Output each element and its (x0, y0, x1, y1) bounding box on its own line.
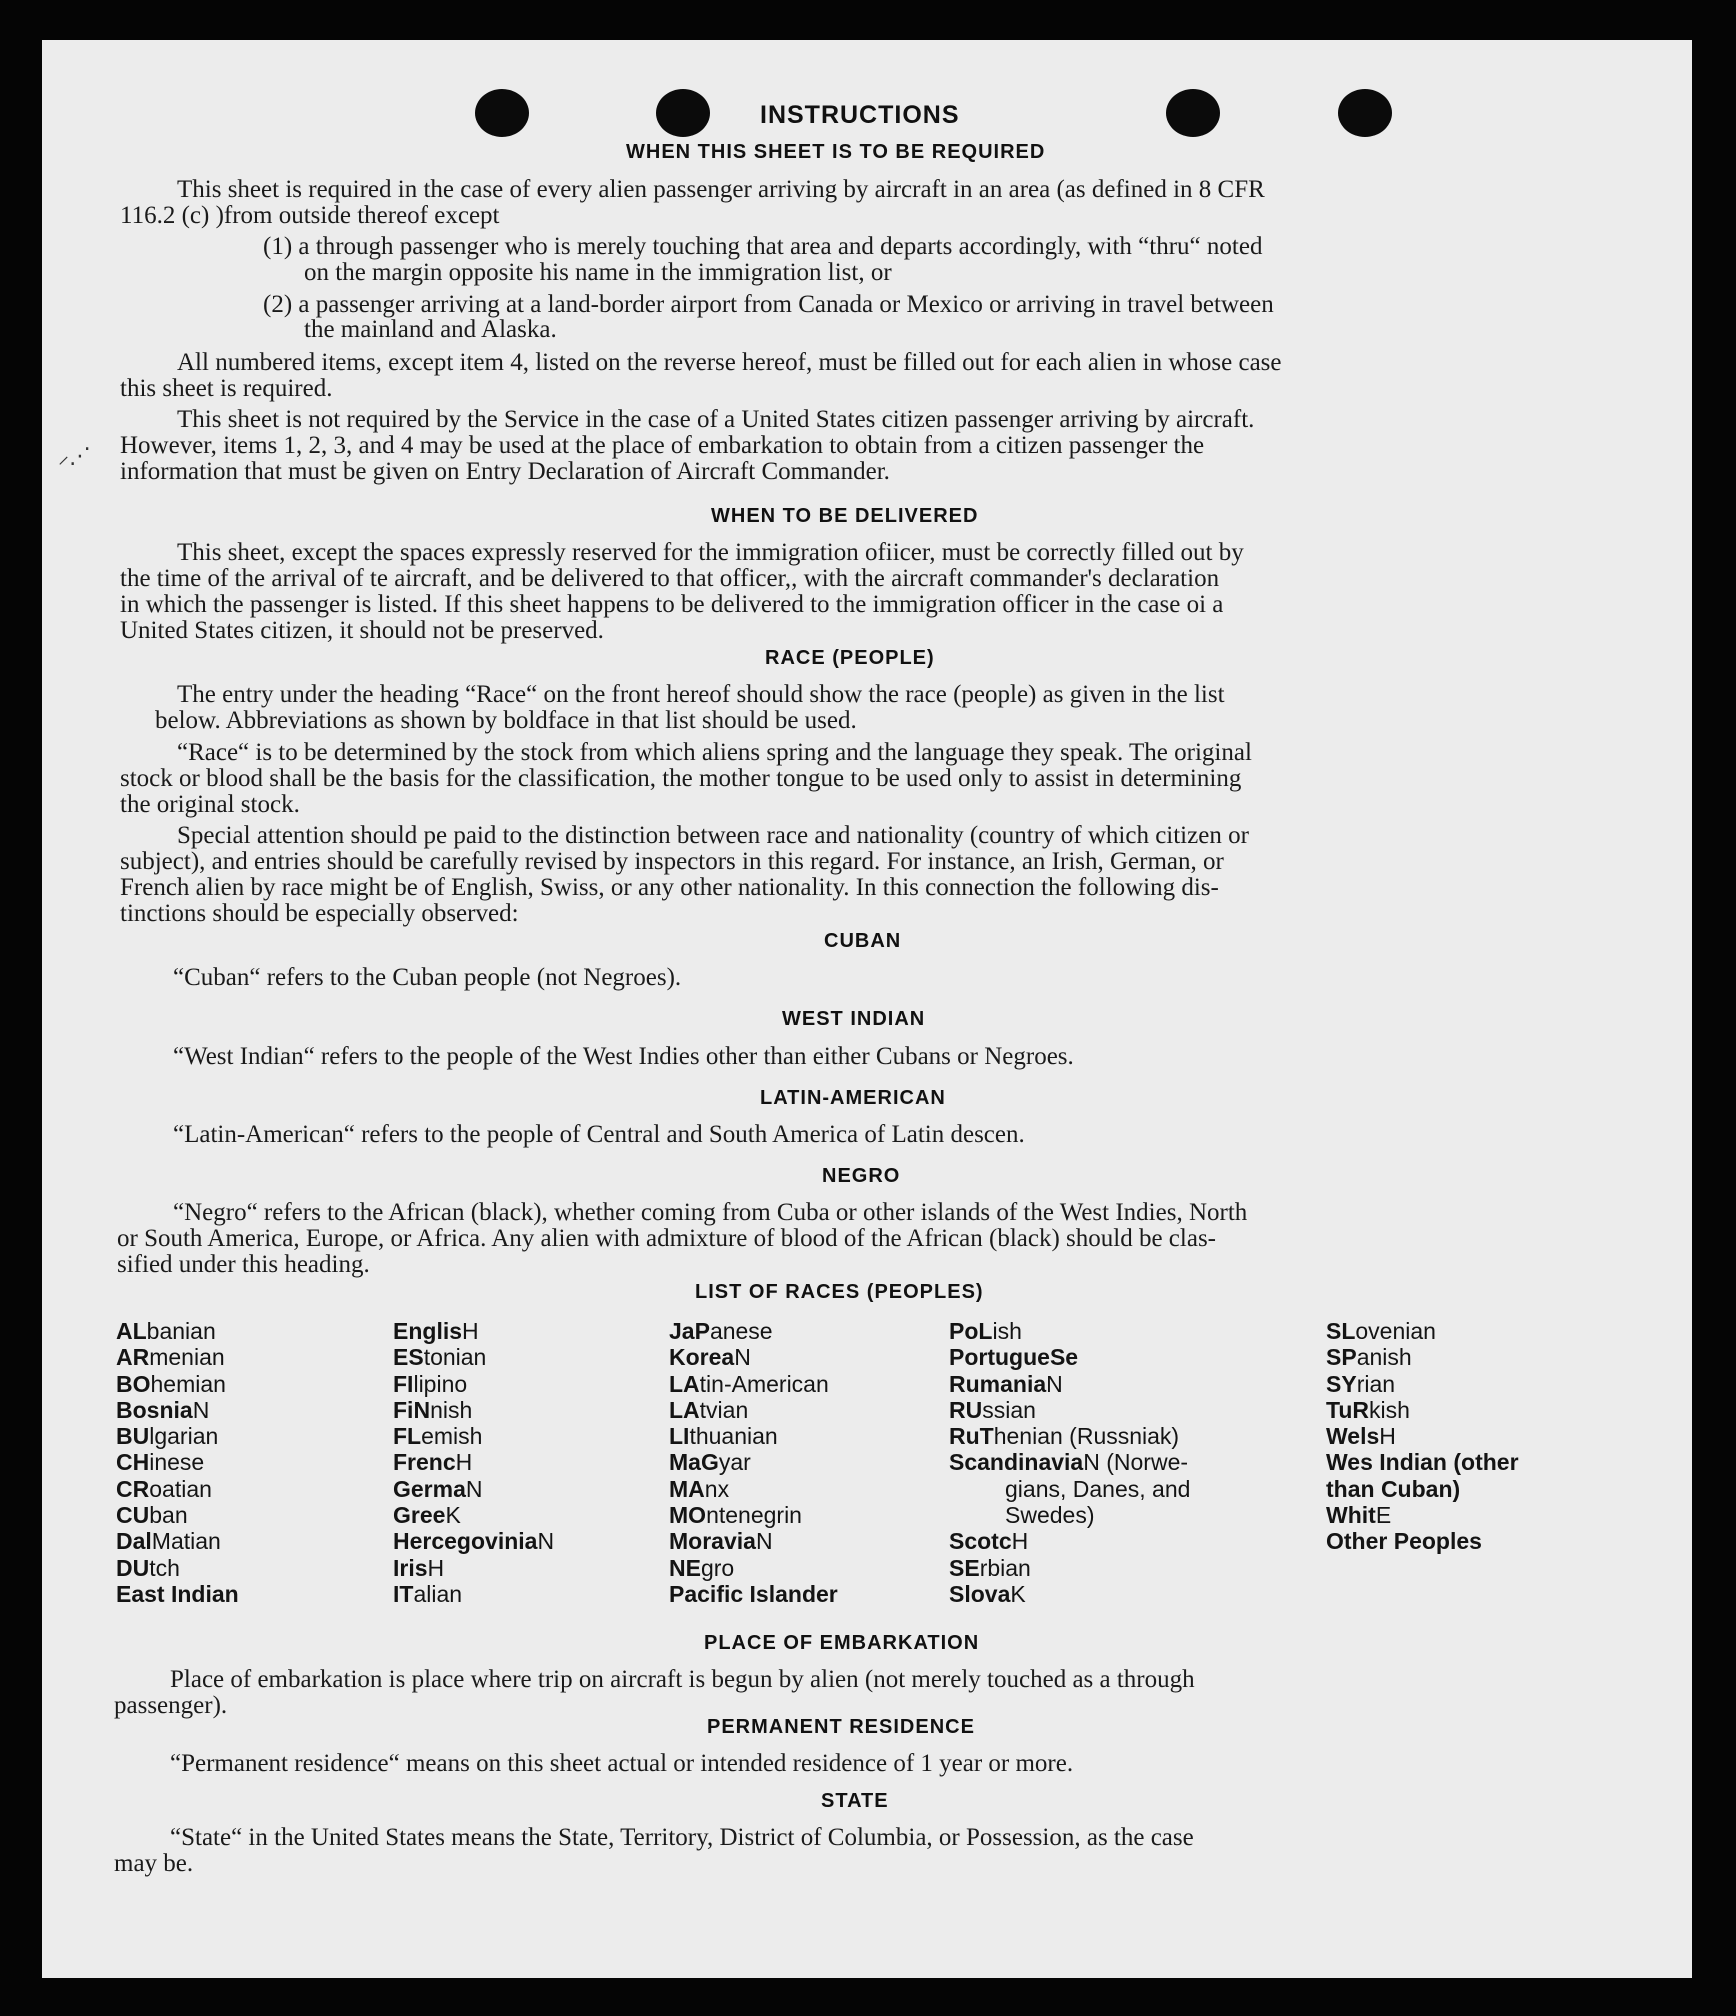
heading-state: STATE (821, 1790, 889, 1812)
race-item: FIlipino (393, 1370, 468, 1397)
paragraph-line: “West Indian“ refers to the people of the West Indies other than either Cubans or Negroes. (173, 1043, 1074, 1070)
heading-latin-american: LATIN-AMERICAN (760, 1087, 946, 1109)
race-item: gians, Danes, and (1005, 1475, 1191, 1502)
race-column (393, 1318, 554, 1607)
race-item: EnglisH (393, 1318, 479, 1344)
race-item: HercegoviniaN (393, 1528, 555, 1555)
race-item: RumaniaN (949, 1370, 1063, 1397)
page-title: INSTRUCTIONS (760, 101, 960, 129)
heading-when-required: WHEN THIS SHEET IS TO BE REQUIRED (626, 141, 1046, 163)
paragraph-line: on the margin opposite his name in the immigration list, or (304, 259, 892, 286)
race-item: KoreaN (669, 1344, 751, 1371)
race-item: MAnx (669, 1475, 730, 1502)
paragraph-line: This sheet is required in the case of every alien passenger arriving by aircraft in an area (as defined in 8 CFR (177, 176, 1265, 203)
race-item: RUssian (949, 1396, 1036, 1423)
race-item: CUban (116, 1502, 188, 1529)
race-item: JaPanese (669, 1318, 773, 1344)
race-item: SPanish (1326, 1344, 1412, 1371)
heading-list-of-races: LIST OF RACES (PEOPLES) (695, 1281, 984, 1303)
race-item: PoLish (949, 1318, 1022, 1344)
race-item: ARmenian (116, 1344, 225, 1371)
race-item: DUtch (116, 1554, 180, 1581)
race-item: NEgro (669, 1554, 735, 1581)
paragraph-line: below. Abbreviations as shown by boldface in that list should be used. (155, 707, 857, 734)
race-item: SErbian (949, 1554, 1031, 1581)
race-item: GreeK (393, 1502, 461, 1529)
race-item: Wes Indian (other (1326, 1449, 1519, 1476)
paragraph-line: sified under this heading. (117, 1251, 370, 1278)
paragraph-line: “Race“ is to be determined by the stock from which aliens spring and the language they speak. The original (177, 739, 1252, 766)
paragraph-line: United States citizen, it should not be preserved. (120, 617, 604, 644)
paragraph-line: The entry under the heading “Race“ on the front hereof should show the race (people) as given in the list (177, 681, 1225, 708)
paragraph-line: Special attention should pe paid to the distinction between race and nationality (country of which citizen or (177, 822, 1249, 849)
race-item: FiNnish (393, 1396, 473, 1423)
race-item: BosniaN (116, 1396, 210, 1423)
heading-permanent-residence: PERMANENT RESIDENCE (707, 1716, 975, 1738)
race-item: MaGyar (669, 1449, 751, 1476)
race-item: FrencH (393, 1449, 473, 1476)
paragraph-line: stock or blood shall be the basis for the classification, the mother tongue to be used only to assist in determining (120, 765, 1242, 792)
paragraph-line: (2) a passenger arriving at a land-border airport from Canada or Mexico or arriving in travel between (263, 291, 1274, 318)
race-item: BUlgarian (116, 1423, 219, 1450)
pencil-mark: ⸝⋰ (58, 444, 92, 469)
race-item: SYrian (1326, 1370, 1396, 1397)
paragraph-line: or South America, Europe, or Africa. Any alien with admixture of blood of the African (black) should be clas- (117, 1225, 1216, 1252)
paragraph-line: This sheet is not required by the Service in the case of a United States citizen passenger arriving by aircraft. (177, 406, 1255, 433)
paragraph-line: All numbered items, except item 4, listed on the reverse hereof, must be filled out for each alien in whose case (177, 349, 1282, 376)
race-item: ScandinaviaN (Norwe- (949, 1449, 1189, 1476)
paragraph-line: in which the passenger is listed. If this sheet happens to be delivered to the immigration officer in the case oi a (120, 591, 1224, 618)
paragraph-line: “Cuban“ refers to the Cuban people (not Negroes). (173, 964, 682, 991)
paragraph-line: tinctions should be especially observed: (120, 900, 519, 927)
race-item: GermaN (393, 1475, 483, 1502)
punch-hole (475, 89, 529, 137)
paragraph-line: this sheet is required. (120, 375, 333, 402)
race-item: FLemish (393, 1423, 483, 1450)
heading-when-delivered: WHEN TO BE DELIVERED (711, 505, 979, 527)
race-item: Pacific Islander (669, 1580, 838, 1607)
race-item: ScotcH (949, 1528, 1029, 1555)
race-column (116, 1318, 239, 1607)
paragraph-line: the mainland and Alaska. (304, 316, 557, 343)
paragraph-line: subject), and entries should be carefully revised by inspectors in this regard. For instance, an Irish, German, or (120, 848, 1224, 875)
race-item: ITalian (393, 1580, 463, 1607)
paragraph-line: 116.2 (c) )from outside thereof except (120, 202, 500, 229)
paragraph-line: (1) a through passenger who is merely touching that area and departs accordingly, with “thru“ noted (263, 233, 1263, 260)
race-item: BOhemian (116, 1370, 226, 1397)
race-item: WelsH (1326, 1423, 1396, 1450)
instruction-sheet (42, 40, 1692, 1978)
race-item: SlovaK (949, 1580, 1026, 1607)
race-column (669, 1318, 838, 1607)
race-item: MOntenegrin (669, 1502, 802, 1529)
punch-hole (1166, 89, 1220, 137)
heading-race-people: RACE (PEOPLE) (765, 647, 935, 669)
paragraph-line: the original stock. (120, 791, 300, 818)
race-item: CHinese (116, 1449, 205, 1476)
paragraph-line: information that must be given on Entry Declaration of Aircraft Commander. (120, 458, 890, 485)
race-column (1326, 1318, 1519, 1555)
heading-embarkation: PLACE OF EMBARKATION (704, 1632, 980, 1654)
heading-west-indian: WEST INDIAN (782, 1008, 926, 1030)
race-item: PortugueSe (949, 1344, 1079, 1371)
race-item: WhitE (1326, 1502, 1392, 1529)
race-column (949, 1318, 1190, 1607)
race-item: RuThenian (Russniak) (949, 1423, 1180, 1450)
paragraph-line: “Latin-American“ refers to the people of Central and South America of Latin descen. (173, 1121, 1025, 1148)
race-item: LIthuanian (669, 1423, 778, 1450)
paragraph-line: “Permanent residence“ means on this sheet actual or intended residence of 1 year or more. (170, 1750, 1074, 1777)
race-item: LAtin-American (669, 1370, 829, 1397)
paragraph-line: Place of embarkation is place where trip on aircraft is begun by alien (not merely touched as a through (170, 1666, 1195, 1693)
paragraph-line: This sheet, except the spaces expressly reserved for the immigration ofiicer, must be correctly filled out by (177, 539, 1244, 566)
race-item: ALbanian (116, 1318, 216, 1344)
race-item: TuRkish (1326, 1396, 1410, 1423)
paragraph-line: However, items 1, 2, 3, and 4 may be used at the place of embarkation to obtain from a citizen passenger the (120, 432, 1205, 459)
race-item: East Indian (116, 1580, 239, 1607)
heading-negro: NEGRO (822, 1165, 901, 1187)
paragraph-line: “State“ in the United States means the State, Territory, District of Columbia, or Possession, as the case (170, 1824, 1194, 1851)
punch-hole (1338, 89, 1392, 137)
paragraph-line: may be. (114, 1850, 194, 1877)
race-item: DalMatian (116, 1528, 221, 1555)
race-item: EStonian (393, 1344, 487, 1371)
race-item: IrisH (393, 1554, 445, 1581)
race-item: LAtvian (669, 1396, 749, 1423)
race-item: CRoatian (116, 1475, 212, 1502)
race-item: SLovenian (1326, 1318, 1436, 1344)
paragraph-line: passenger). (114, 1692, 228, 1719)
paragraph-line: French alien by race might be of English, Swiss, or any other nationality. In this connection the following dis- (120, 874, 1219, 901)
heading-cuban: CUBAN (824, 930, 902, 952)
race-item: than Cuban) (1326, 1475, 1461, 1502)
paragraph-line: “Negro“ refers to the African (black), whether coming from Cuba or other islands of the West Indies, North (173, 1199, 1248, 1226)
punch-hole (656, 89, 710, 137)
race-item: Swedes) (1005, 1502, 1095, 1529)
race-item: MoraviaN (669, 1528, 773, 1555)
race-item: Other Peoples (1326, 1528, 1482, 1555)
paragraph-line: the time of the arrival of te aircraft, and be delivered to that officer,, with the aircraft commander's declaration (120, 565, 1220, 592)
